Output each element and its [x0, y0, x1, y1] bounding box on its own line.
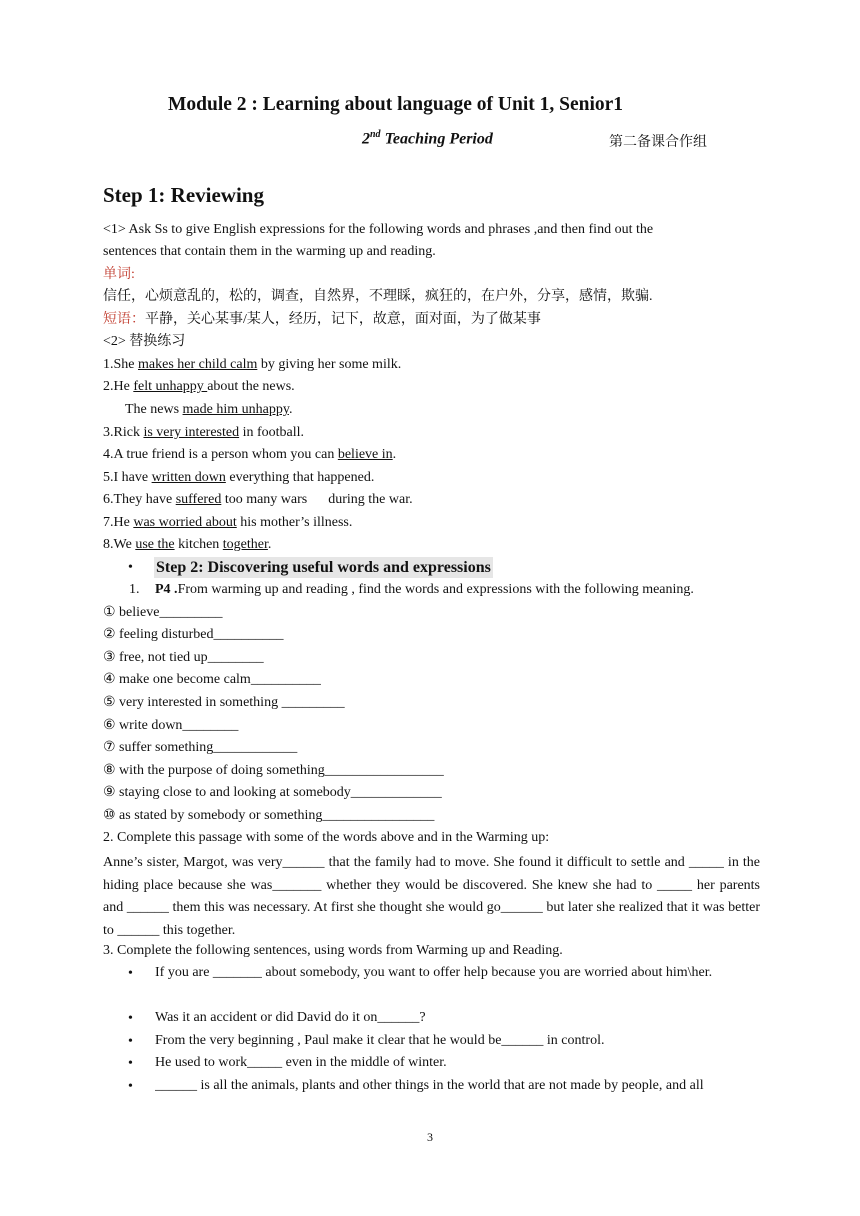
phrases-line	[103, 311, 541, 329]
meaning-item-9: ⑨ staying close to and looking at somebody_____________	[103, 785, 442, 800]
task3-bullet: •	[128, 1079, 133, 1094]
page-title: Module 2 : Learning about language of Unit 1, Senior1	[168, 94, 624, 115]
task3-item-1: If you are _______ about somebody, you want to offer help because you are worried about him\her.	[155, 965, 713, 980]
page-number: 3	[427, 1130, 433, 1144]
meaning-item-6: ⑥ write down________	[103, 718, 239, 733]
meaning-item-3: ③ free, not tied up________	[103, 650, 264, 665]
task2-title: 2. Complete this passage with some of the words above and in the Warming up:	[103, 830, 550, 845]
step1-intro-line2: sentences that contain them in the warming up and reading.	[103, 244, 436, 259]
group-label: 第二备课合作组	[609, 135, 707, 150]
task3-item-4: He used to work_____ even in the middle of winter.	[155, 1055, 447, 1070]
meaning-item-5: ⑤ very interested in something _________	[103, 695, 345, 710]
meaning-item-7: ⑦ suffer something____________	[103, 740, 298, 755]
substitution-heading: <2> 替换练习	[103, 334, 186, 349]
sentence-5: 5.I have written down everything that happened.	[103, 470, 375, 485]
task3-bullet: •	[128, 966, 133, 981]
sentence-1: 1.She makes her child calm by giving her some milk.	[103, 357, 402, 372]
task3-bullet: •	[128, 1034, 133, 1049]
teaching-period: 2nd Teaching Period	[362, 129, 493, 148]
sentence-2b: The news made him unhappy.	[125, 402, 293, 417]
task3-item-5: ______ is all the animals, plants and other things in the world that are not made by people, and all	[155, 1078, 704, 1093]
task2-passage: Anne’s sister, Margot, was very______ that the family had to move. She found it difficult to settle and _____ in the hiding place because she was_______ whether they would be discovered. She knew she had to _____ her parents and ______ them this was necessary. At first she thought she would go______ but later she realized that it was better to ______ this together.	[103, 855, 760, 938]
sentence-6: 6.They have suffered too many wars during the war.	[103, 492, 413, 507]
meaning-item-2: ② feeling disturbed__________	[103, 627, 284, 642]
task3-bullet: •	[128, 1056, 133, 1071]
step1-intro-line1: <1> Ask Ss to give English expressions for the following words and phrases ,and then find out the	[103, 222, 654, 237]
sentence-8: 8.We use the kitchen together.	[103, 537, 272, 552]
task3-bullet: •	[128, 1011, 133, 1026]
step2-heading: Step 2: Discovering useful words and expressions	[156, 559, 491, 576]
sentence-3: 3.Rick is very interested in football.	[103, 425, 305, 440]
meaning-item-8: ⑧ with the purpose of doing something_________________	[103, 763, 444, 778]
task3-item-3: From the very beginning , Paul make it clear that he would be______ in control.	[155, 1033, 605, 1048]
meaning-item-4: ④ make one become calm__________	[103, 672, 321, 687]
step1-heading: Step 1: Reviewing	[103, 183, 264, 207]
task3-title: 3. Complete the following sentences, using words from Warming up and Reading.	[103, 943, 563, 958]
phrases-label: 短语：	[103, 312, 145, 327]
words-label: 单词:	[103, 267, 135, 282]
sentence-4: 4.A true friend is a person whom you can believe in.	[103, 447, 397, 462]
task1-number: 1.	[129, 582, 140, 597]
meaning-item-10: ⑩ as stated by somebody or something________________	[103, 808, 435, 823]
sentence-2: 2.He felt unhappy about the news.	[103, 379, 295, 394]
step2-bullet: •	[128, 560, 133, 575]
phrases-list: 平静，关心某事/某人，经历，记下，故意，面对面，为了做某事	[145, 312, 541, 327]
words-list: 信任，心烦意乱的，松的，调查，自然界，不理睬，疯狂的，在户外，分享，感情，欺骗.	[103, 289, 653, 304]
task1-instruction: P4 .From warming up and reading , find the words and expressions with the following meaning.	[155, 582, 694, 597]
meaning-item-1: ① believe_________	[103, 605, 223, 620]
task3-item-2: Was it an accident or did David do it on______?	[155, 1010, 426, 1025]
sentence-7: 7.He was worried about his mother’s illness.	[103, 515, 353, 530]
